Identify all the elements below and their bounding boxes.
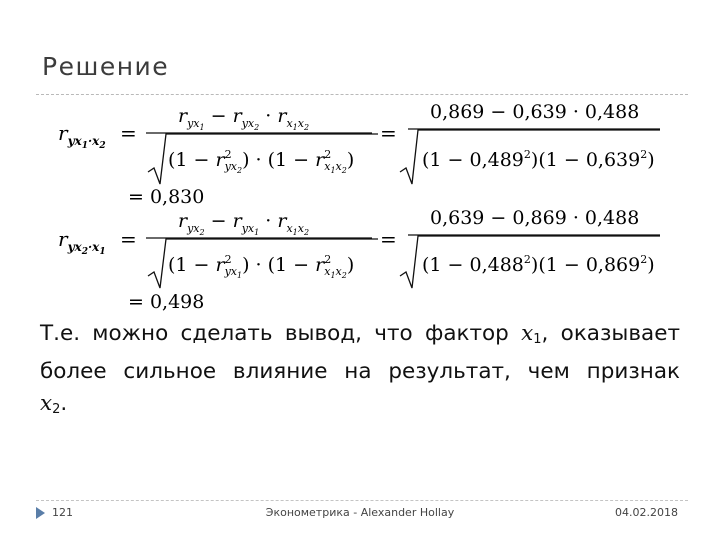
slide-title: Решение (42, 52, 170, 81)
conclusion-text: Т.е. можно сделать вывод, что фактор $x_1$, оказывает более сильное влияние на результат, чем признак $x_2$. (40, 321, 680, 417)
svg-text:=: = (380, 121, 397, 145)
svg-text:=: = (380, 227, 397, 251)
formula-2-lhs: $r_{yx}2\cdot x1$ (58, 227, 106, 257)
formula-1 (58, 101, 660, 208)
formula-2 (58, 207, 660, 313)
formula-2-result: = 0,498 (128, 291, 205, 313)
svg-text:=: = (120, 227, 137, 251)
formula-1-lhs: $r_{yx}1\cdot x2$ (58, 121, 106, 151)
formula-2-num-sym: $r_{yx}2 - r_{yx}1 \cdot r_x1x2$ (178, 210, 310, 237)
formula-2-num-numeric: 0,639 − 0,869 · 0,488 (430, 207, 640, 229)
footer-divider (36, 500, 688, 501)
formula-2-den-numeric: $(1 - 0,488^2)(1 - 0,869^2)$ (422, 253, 655, 276)
formula-1-eq: = (120, 121, 137, 145)
formula-2-den-sym: ($1 - r^2$ $yx1) \cdot (1 - r^2$ x1x2) (168, 253, 355, 280)
formula-1-den-sym: ($1 - r^2$ $yx2) \cdot (1 - r^2$ x1x2) (168, 148, 355, 175)
footer-date: 04.02.2018 (615, 506, 678, 519)
formula-1-result: = 0,830 (128, 186, 205, 208)
formula-1-den-numeric: $(1 - 0,489^2)(1 - 0,639^2)$ (422, 148, 655, 171)
slide-number: 121 (52, 506, 73, 519)
footer-course: Эконометрика - Alexander Hollay (265, 506, 455, 519)
formula-1-num-numeric: 0,869 − 0,639 · 0,488 (430, 101, 640, 123)
formula-1-num-sym: $r_{yx}1 - r_{yx}2 \cdot r_x1x2$ (178, 105, 310, 132)
